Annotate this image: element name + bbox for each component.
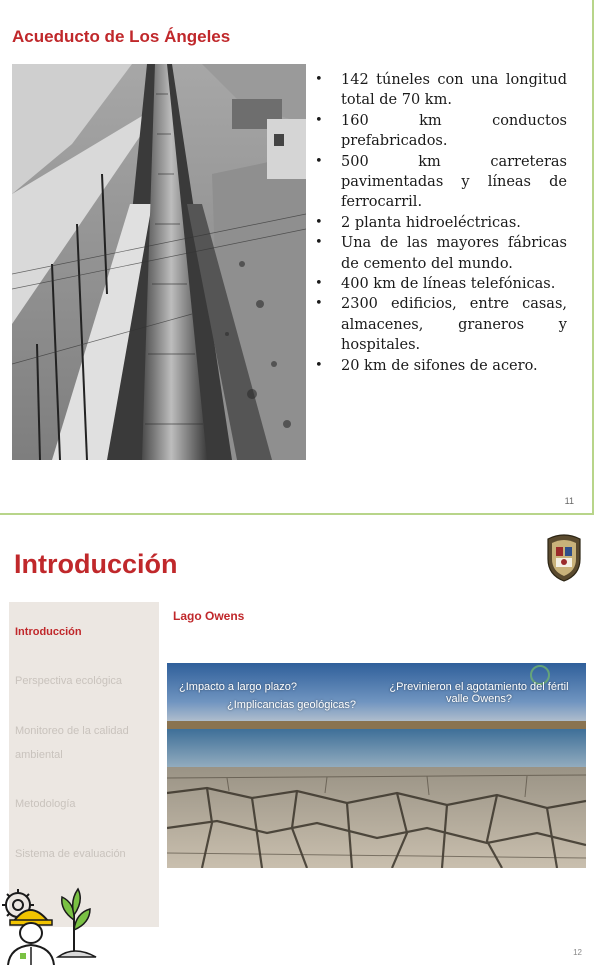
page-number: 12 (573, 948, 582, 957)
list-item: • 160 km conductos prefabricados. (315, 111, 567, 152)
owens-lake-photo (167, 663, 586, 868)
aqueduct-photo (12, 64, 306, 460)
list-item: • 400 km de líneas telefónicas. (315, 274, 567, 294)
page-number: 11 (564, 496, 574, 506)
list-item: • 500 km carreteras pavimentadas y líneas de ferrocarril. (315, 152, 567, 213)
facts-list (315, 70, 567, 376)
slide-title: Acueducto de Los Ángeles (12, 27, 231, 46)
list-item: • 142 túneles con una longitud total de 70 km. (315, 70, 567, 111)
list-item: • 20 km de sifones de acero. (315, 356, 567, 376)
sidebar-item-metodologia[interactable]: Metodología (15, 798, 76, 810)
list-item: • 2300 edificios, entre casas, almacenes, graneros y hospitales. (315, 294, 567, 355)
sidebar-item-monitoreo[interactable]: Monitoreo de la calidad ambiental (15, 725, 129, 761)
university-crest-icon (544, 533, 584, 583)
list-item: • Una de las mayores fábricas de cemento del mundo. (315, 233, 567, 274)
question-label: ¿Impacto a largo plazo? (179, 681, 298, 693)
question-label: ¿Previnieron el agotamiento del fértil valle Owens? (389, 681, 569, 705)
question-label: ¿Implicancias geológicas? (227, 699, 357, 711)
sidebar-item-sistema-evaluacion[interactable]: Sistema de evaluación (15, 848, 126, 860)
slide-title: Introducción (14, 549, 178, 579)
sidebar-item-perspectiva-ecologica[interactable]: Perspectiva ecológica (15, 675, 123, 687)
worker-with-plant-icon (0, 875, 100, 965)
slide-12 (0, 523, 594, 965)
sidebar-item-introduccion[interactable]: Introducción (15, 626, 82, 638)
section-subtitle: Lago Owens (173, 609, 245, 623)
list-item: • 2 planta hidroeléctricas. (315, 213, 567, 233)
